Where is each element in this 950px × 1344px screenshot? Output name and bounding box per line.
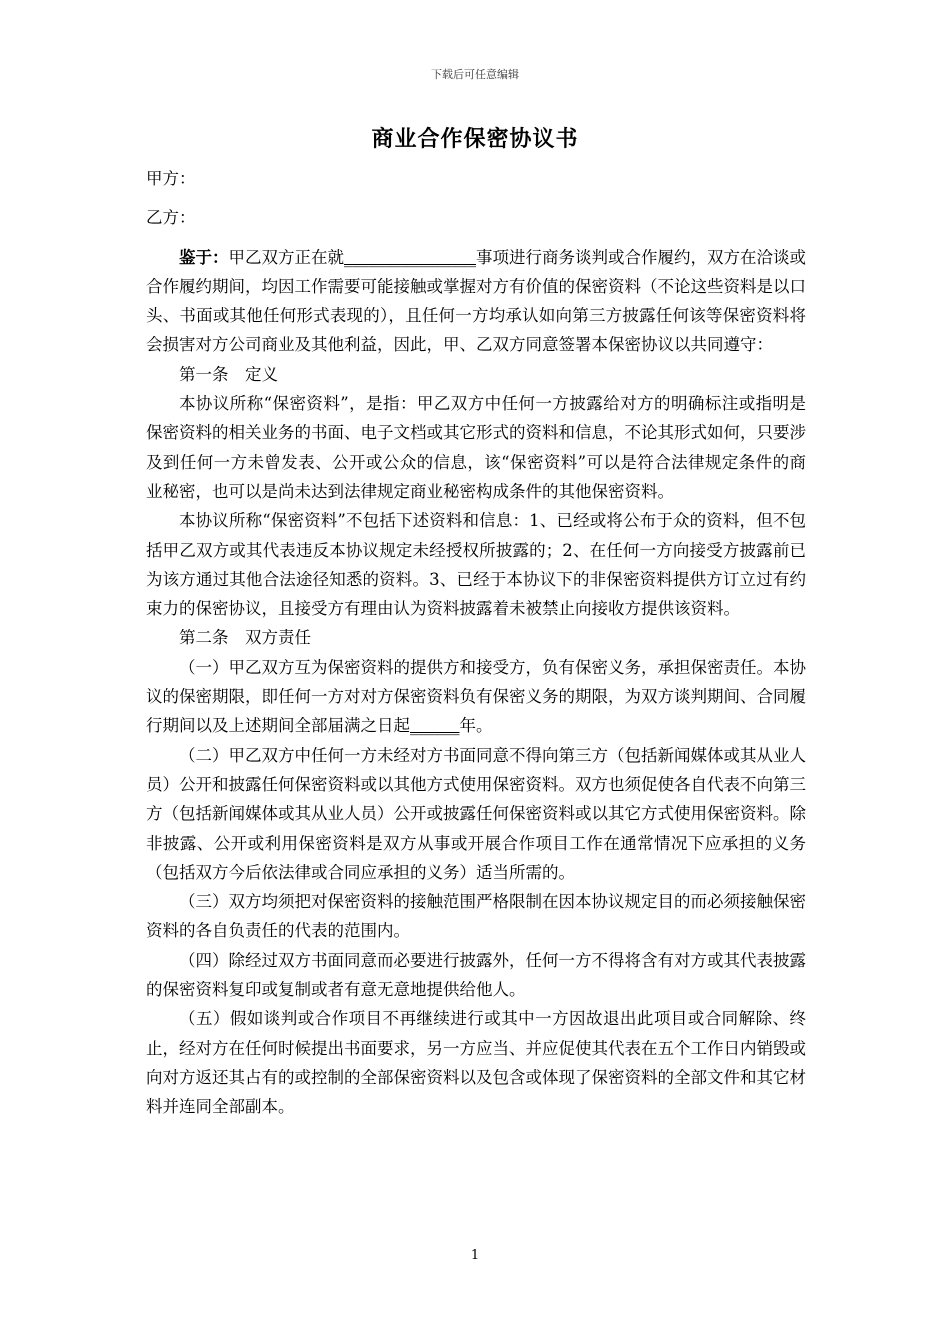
article-2-item-3: （三）双方均须把对保密资料的接触范围严格限制在因本协议规定目的而必须接触保密资料的各自负责任的代表的范围内。 xyxy=(146,892,806,941)
article-2-item-2: （二）甲乙双方中任何一方未经对方书面同意不得向第三方（包括新闻媒体或其从业人员）公开和披露任何保密资料或以其他方式使用保密资料。双方也须促使各自代表不向第三方（包括新闻媒体或其从业人员）公开或披露任何保密资料或以其它方式使用保密资料。除非披露、公开或利用保密资料是双方从事或开展合作项目工作在通常情况下应承担的义务（包括双方今后依法律或合同应承担的义务）适当所需的。 xyxy=(146,745,806,882)
article-2-heading: 第二条 双方责任 xyxy=(179,628,311,648)
recital-lead: 鉴于： xyxy=(179,247,229,267)
document-body xyxy=(146,164,806,1122)
item-1-end: 年。 xyxy=(459,716,493,736)
header-note: 下载后可任意编辑 xyxy=(431,68,519,81)
document-title: 商业合作保密协议书 xyxy=(371,126,579,152)
recital-text-2: 事项进行商务谈判或合作履约，双方在洽谈或合作履约期间，均因工作需要可能接触或掌握对方有价值的保密资料（不论这些资料是以口头、书面或其他任何形式表现的），且任何一方均承认如向第三方披露任何该等保密资料将会损害对方公司商业及其他利益，因此，甲、乙双方同意签署本保密协议以共同遵守： xyxy=(146,247,806,355)
article-1-paragraph-1: 本协议所称“保密资料”，是指：甲乙双方中任何一方披露给对方的明确标注或指明是保密资料的相关业务的书面、电子文档或其它形式的资料和信息，不论其形式如何，只要涉及到任何一方未曾发表、公开或公众的信息，该“保密资料”可以是符合法律规定条件的商业秘密，也可以是尚未达到法律规定商业秘密构成条件的其他保密资料。 xyxy=(146,394,806,501)
article-2-item-4: （四）除经过双方书面同意而必要进行披露外，任何一方不得将含有对方或其代表披露的保密资料复印或复制或者有意无意地提供给他人。 xyxy=(146,950,806,1000)
page-number: 1 xyxy=(470,1248,480,1263)
term-years-blank: ______ xyxy=(410,716,460,736)
article-2-item-5: （五）假如谈判或合作项目不再继续进行或其中一方因故退出此项目或合同解除、终止，经对方在任何时候提出书面要求，另一方应当、并应促使其代表在五个工作日内销毁或向对方返还其占有的或控制的全部保密资料以及包含或体现了保密资料的全部文件和其它材料并连同全部副本。 xyxy=(146,1009,806,1117)
article-1-heading: 第一条 定义 xyxy=(179,364,278,384)
recital-text-1: 甲乙双方正在就 xyxy=(228,247,344,267)
party-b-line: 乙方： xyxy=(146,208,196,228)
subject-blank: ________________ xyxy=(344,247,476,267)
recital-paragraph xyxy=(146,243,806,360)
party-a-line: 甲方： xyxy=(146,169,196,188)
article-2-item-1 xyxy=(146,653,806,741)
item-1-text: （一）甲乙双方互为保密资料的提供方和接受方，负有保密义务，承担保密责任。本协议的保密期限，即任何一方对对方保密资料负有保密义务的期限，为双方谈判期间、合同履行期间以及上述期间全部届满之日起 xyxy=(146,657,806,736)
article-1-paragraph-2: 本协议所称“保密资料”不包括下述资料和信息：1、已经或将公布于众的资料，但不包括甲乙双方或其代表违反本协议规定未经授权所披露的；2、在任何一方向接受方披露前已为该方通过其他合法途径知悉的资料。3、已经于本协议下的非保密资料提供方订立过有约束力的保密协议，且接受方有理由认为资料披露着未被禁止向接收方提供该资料。 xyxy=(146,511,806,619)
